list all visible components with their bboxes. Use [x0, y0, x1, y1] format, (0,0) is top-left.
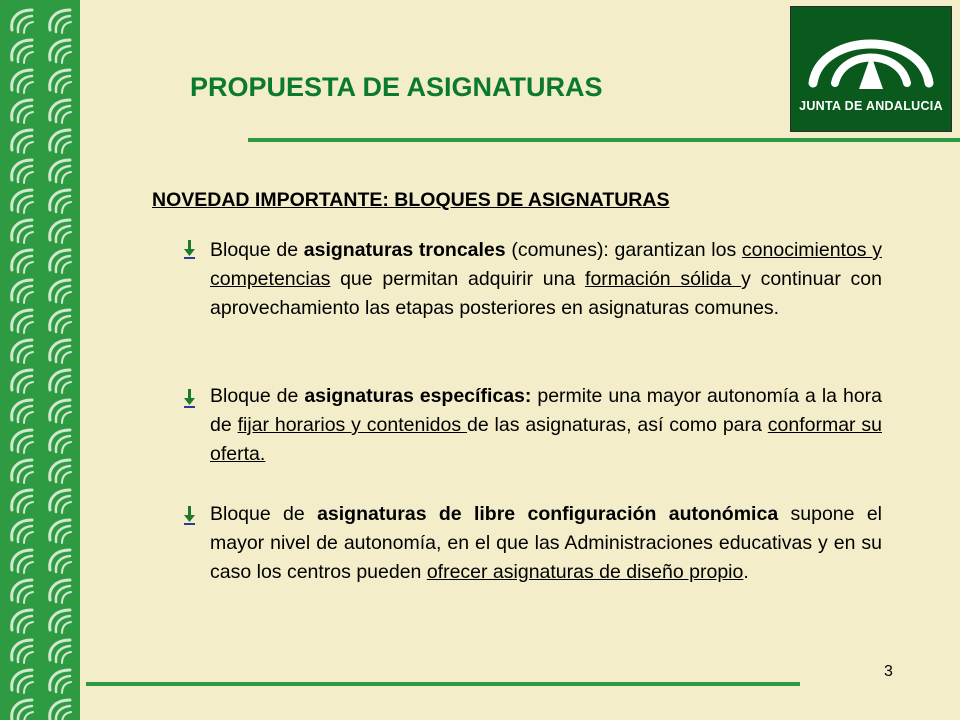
underlined-text: conformar su oferta. [210, 414, 882, 465]
text-segment: Bloque de [210, 385, 305, 407]
leaf-ornament [50, 700, 71, 720]
text-segment: permite una mayor autonomía a la hora de [210, 385, 883, 436]
section-subtitle: NOVEDAD IMPORTANTE: BLOQUES DE ASIGNATURAS [152, 189, 670, 211]
text-segment: Bloque de [210, 503, 318, 525]
leaf-ornament [12, 310, 33, 333]
leaf-ornament [50, 400, 71, 423]
leaf-ornament [12, 520, 33, 543]
leaf-ornament [50, 160, 71, 183]
leaf-ornament [12, 160, 33, 183]
text-segment: (comunes): garantizan los [505, 239, 742, 261]
leaf-ornament [50, 250, 71, 273]
leaf-ornament [12, 130, 33, 153]
leaf-ornament [12, 580, 33, 603]
leaf-ornament [50, 550, 71, 573]
leaf-ornament [50, 40, 71, 63]
text-segment: supone el mayor nivel de autonomía, en el que las Administraciones educativas y en su caso los centros pueden [210, 503, 882, 583]
leaf-ornament [12, 70, 33, 93]
title-divider [248, 138, 960, 142]
leaf-ornament [12, 190, 33, 213]
underlined-text: conocimientos y competencias [210, 239, 882, 290]
junta-de-andalucia-logo [790, 6, 952, 132]
leaf-ornament [50, 640, 71, 663]
leaf-ornament [12, 370, 33, 393]
leaf-pattern [0, 0, 80, 720]
leaf-ornament [12, 700, 33, 720]
text-segment: . [743, 561, 749, 583]
leaf-ornament [12, 280, 33, 303]
emphasis-text: asignaturas específicas: [304, 385, 532, 407]
underlined-text: fijar horarios y contenidos [237, 414, 467, 436]
leaf-ornament [12, 10, 33, 33]
arrow-bullet-icon [183, 240, 197, 260]
leaf-ornament [12, 430, 33, 453]
text-segment: y continuar con aprovechamiento las etapas posteriores en asignaturas comunes. [210, 268, 882, 319]
underlined-text: ofrecer asignaturas de diseño propio [426, 561, 744, 583]
leaf-ornament [12, 490, 33, 513]
leaf-ornament [12, 550, 33, 573]
emphasis-text: asignaturas de libre configuración autonómica [317, 503, 779, 525]
bullet-libre-configuracion [210, 500, 882, 587]
leaf-ornament [50, 190, 71, 213]
leaf-ornament [50, 490, 71, 513]
leaf-ornament [12, 460, 33, 483]
leaf-ornament [12, 250, 33, 273]
arrow-bullet-icon [183, 506, 197, 526]
leaf-ornament [50, 280, 71, 303]
bullet-troncales [210, 236, 882, 323]
logo-text: JUNTA DE ANDALUCIA [799, 99, 943, 113]
leaf-ornament [50, 10, 71, 33]
leaf-ornament [50, 130, 71, 153]
leaf-ornament [50, 430, 71, 453]
bullet-especificas [210, 382, 882, 469]
leaf-ornament [50, 340, 71, 363]
leaf-ornament [50, 70, 71, 93]
leaf-ornament [50, 310, 71, 333]
leaf-ornament [50, 610, 71, 633]
leaf-ornament [12, 100, 33, 123]
leaf-ornament [50, 670, 71, 693]
footer-divider [86, 682, 800, 686]
text-segment: que permitan adquirir una [330, 268, 586, 290]
page-number: 3 [884, 663, 893, 680]
leaf-ornament [50, 520, 71, 543]
decorative-side-strip [0, 0, 80, 720]
arrow-bullet-icon [183, 389, 197, 409]
emphasis-text: asignaturas troncales [303, 239, 506, 261]
leaf-ornament [50, 370, 71, 393]
page-title: PROPUESTA DE ASIGNATURAS [190, 72, 603, 102]
text-segment: Bloque de [210, 239, 304, 261]
leaf-ornament [50, 580, 71, 603]
leaf-ornament [12, 220, 33, 243]
leaf-ornament [50, 100, 71, 123]
leaf-ornament [12, 340, 33, 363]
leaf-ornament [50, 220, 71, 243]
leaf-ornament [12, 610, 33, 633]
leaf-ornament [12, 670, 33, 693]
logo-arcs-icon [791, 11, 951, 101]
leaf-ornament [12, 640, 33, 663]
text-segment: de las asignaturas, así como para [466, 414, 768, 436]
underlined-text: formación sólida [585, 268, 742, 290]
leaf-ornament [12, 40, 33, 63]
leaf-ornament [50, 460, 71, 483]
leaf-ornament [12, 400, 33, 423]
